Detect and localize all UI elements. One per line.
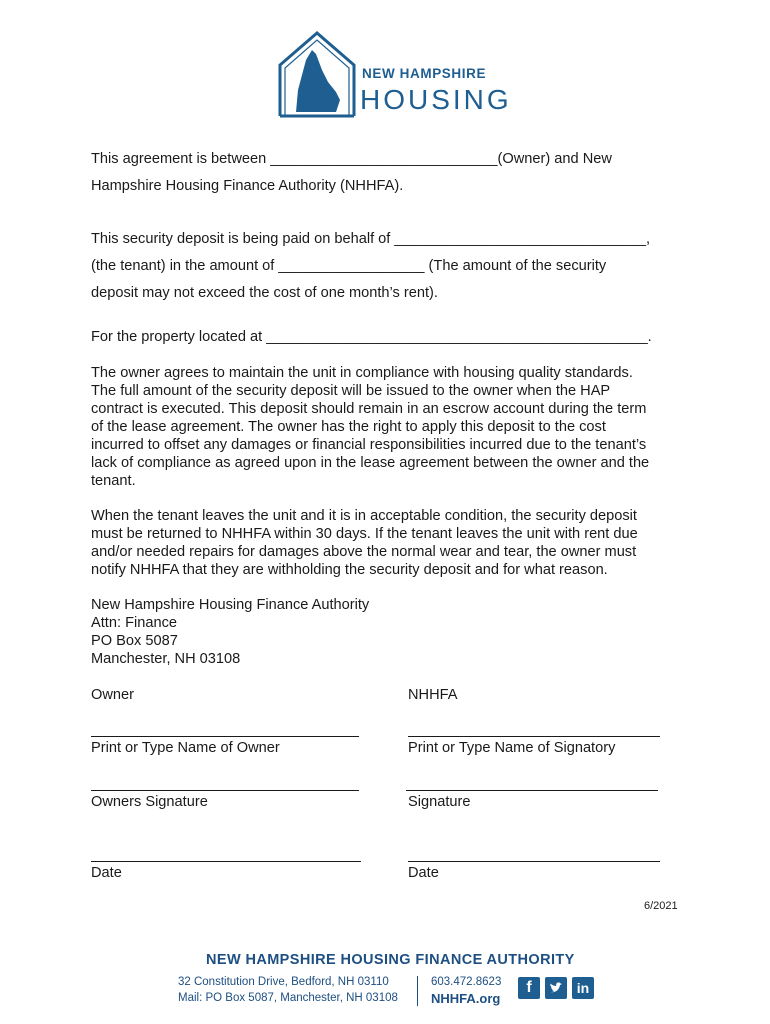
footer-mail-address: Mail: PO Box 5087, Manchester, NH 03108 bbox=[178, 992, 398, 1004]
footer-divider bbox=[417, 976, 418, 1006]
compliance-line: The full amount of the security deposit will be issued to the owner when the HAP bbox=[91, 383, 611, 399]
address-line: Attn: Finance bbox=[91, 615, 177, 631]
address-line: New Hampshire Housing Finance Authority bbox=[91, 597, 370, 613]
owner-print-label: Print or Type Name of Owner bbox=[91, 740, 280, 756]
footer-website-link[interactable]: NHHFA.org bbox=[431, 991, 501, 1006]
owner-date-label: Date bbox=[91, 865, 122, 881]
deposit-line-3: deposit may not exceed the cost of one month’s rent). bbox=[91, 285, 438, 301]
compliance-line: lack of compliance as agreed upon in the lease agreement between the owner and the bbox=[91, 455, 650, 471]
facebook-icon[interactable]: f bbox=[518, 977, 540, 999]
agreement-line-2: Hampshire Housing Finance Authority (NHHFA). bbox=[91, 178, 404, 194]
footer-street-address: 32 Constitution Drive, Bedford, NH 03110 bbox=[178, 976, 389, 988]
logo-line-1: NEW HAMPSHIRE bbox=[362, 66, 487, 81]
owner-date-line[interactable] bbox=[91, 861, 361, 862]
nhhfa-signature-label: Signature bbox=[408, 794, 471, 810]
deposit-line-2: (the tenant) in the amount of __________________ (The amount of the security bbox=[91, 258, 607, 274]
compliance-line: The owner agrees to maintain the unit in compliance with housing quality standards. bbox=[91, 365, 633, 381]
owner-signature-line[interactable] bbox=[91, 790, 359, 791]
signatory-print-name-line[interactable] bbox=[408, 736, 660, 737]
revision-date: 6/2021 bbox=[644, 900, 678, 912]
signatory-print-label: Print or Type Name of Signatory bbox=[408, 740, 616, 756]
linkedin-icon[interactable]: in bbox=[572, 977, 594, 999]
owner-heading: Owner bbox=[91, 687, 134, 703]
return-terms-line: must be returned to NHHFA within 30 days. If the tenant leaves the unit with rent due bbox=[91, 526, 638, 542]
compliance-line: incurred to offset any damages or financial responsibilities incurred due to the tenant’s bbox=[91, 437, 647, 453]
footer-title: NEW HAMPSHIRE HOUSING FINANCE AUTHORITY bbox=[206, 952, 575, 968]
compliance-line: of the lease agreement. The owner has the right to apply this deposit to the cost bbox=[91, 419, 606, 435]
logo-line-2: HOUSING bbox=[360, 84, 512, 115]
nhhfa-signature-line[interactable] bbox=[406, 790, 658, 791]
compliance-paragraph bbox=[91, 364, 681, 490]
address-line: Manchester, NH 03108 bbox=[91, 651, 241, 667]
nhhfa-date-line[interactable] bbox=[408, 861, 660, 862]
house-logo-icon bbox=[276, 30, 358, 118]
mailing-address bbox=[91, 596, 681, 668]
address-line: PO Box 5087 bbox=[91, 633, 178, 649]
return-terms-paragraph bbox=[91, 507, 681, 579]
compliance-line: contract is executed. This deposit should remain in an escrow account during the term bbox=[91, 401, 647, 417]
return-terms-line: and/or needed repairs for damages above the normal wear and tear, the owner must bbox=[91, 544, 637, 560]
return-terms-line: When the tenant leaves the unit and it is in acceptable condition, the security deposit bbox=[91, 508, 637, 524]
footer-phone: 603.472.8623 bbox=[431, 976, 502, 988]
owner-signature-label: Owners Signature bbox=[91, 794, 208, 810]
twitter-icon[interactable] bbox=[545, 977, 567, 999]
compliance-line: tenant. bbox=[91, 473, 136, 489]
nhhfa-date-label: Date bbox=[408, 865, 439, 881]
logo bbox=[276, 30, 512, 120]
return-terms-line: notify NHHFA that they are withholding the security deposit and for what reason. bbox=[91, 562, 608, 578]
owner-print-name-line[interactable] bbox=[91, 736, 359, 737]
agreement-line-1: This agreement is between ____________________________(Owner) and New bbox=[91, 151, 612, 167]
nhhfa-heading: NHHFA bbox=[408, 687, 458, 703]
deposit-line-1: This security deposit is being paid on behalf of _______________________________, bbox=[91, 231, 651, 247]
property-line: For the property located at _______________________________________________. bbox=[91, 329, 652, 345]
